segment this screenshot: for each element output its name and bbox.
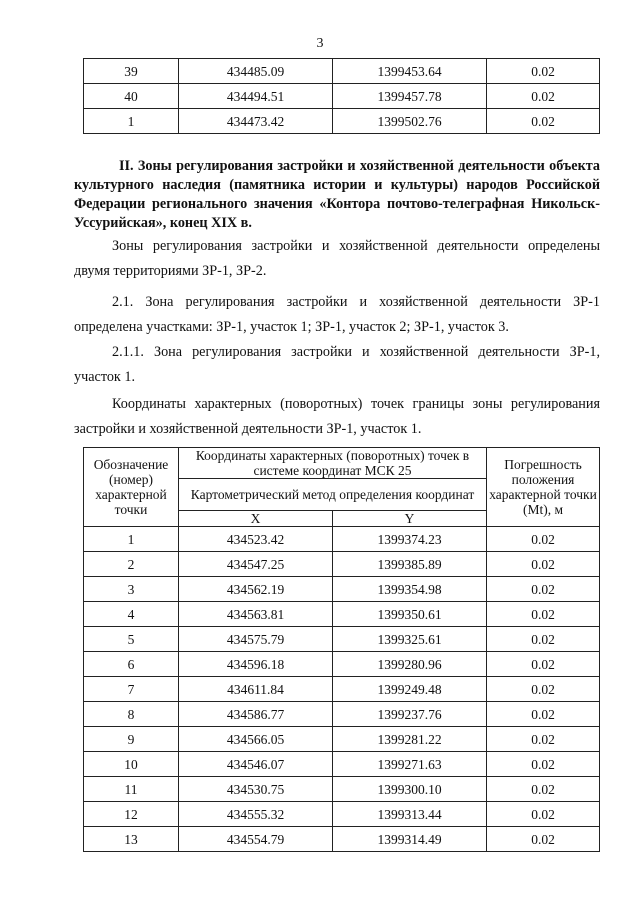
table-row xyxy=(84,652,600,677)
coord-y: 1399354.98 xyxy=(333,577,487,602)
coord-y: 1399237.76 xyxy=(333,702,487,727)
point-error: 0.02 xyxy=(487,602,600,627)
coord-x: 434547.25 xyxy=(179,552,333,577)
coord-y: 1399313.44 xyxy=(333,802,487,827)
coord-y: 1399457.78 xyxy=(333,84,487,109)
point-error: 0.02 xyxy=(487,827,600,852)
point-number: 1 xyxy=(84,527,179,552)
point-number: 9 xyxy=(84,727,179,752)
point-error: 0.02 xyxy=(487,752,600,777)
point-number: 11 xyxy=(84,777,179,802)
point-error: 0.02 xyxy=(487,109,600,134)
coordinates-table-body xyxy=(84,527,600,852)
paragraph-coordinates-caption: Координаты характерных (поворотных) точек границы зоны регулирования застройки и хозяйственной деятельности ЗР-1, участок 1. xyxy=(74,396,600,437)
coord-x: 434554.79 xyxy=(179,827,333,852)
header-method: Картометрический метод определения координат xyxy=(179,479,487,511)
table-row xyxy=(84,752,600,777)
coord-x: 434485.09 xyxy=(179,59,333,84)
coord-x: 434586.77 xyxy=(179,702,333,727)
point-error: 0.02 xyxy=(487,84,600,109)
coord-y: 1399325.61 xyxy=(333,627,487,652)
coord-y: 1399314.49 xyxy=(333,827,487,852)
table-row xyxy=(84,527,600,552)
paragraph-zone-zr1-plot1: 2.1.1. Зона регулирования застройки и хозяйственной деятельности ЗР-1, участок 1. xyxy=(74,344,600,385)
coord-x: 434473.42 xyxy=(179,109,333,134)
point-number: 1 xyxy=(84,109,179,134)
coordinates-table xyxy=(83,447,600,852)
coord-x: 434555.32 xyxy=(179,802,333,827)
point-error: 0.02 xyxy=(487,777,600,802)
table-row xyxy=(84,777,600,802)
coord-y: 1399271.63 xyxy=(333,752,487,777)
point-number: 40 xyxy=(84,84,179,109)
point-number: 39 xyxy=(84,59,179,84)
point-error: 0.02 xyxy=(487,677,600,702)
point-error: 0.02 xyxy=(487,802,600,827)
coord-x: 434494.51 xyxy=(179,84,333,109)
point-number: 7 xyxy=(84,677,179,702)
table-row xyxy=(84,84,600,109)
table-row xyxy=(84,602,600,627)
table-row xyxy=(84,577,600,602)
coord-y: 1399281.22 xyxy=(333,727,487,752)
header-x: X xyxy=(179,511,333,527)
coord-y: 1399453.64 xyxy=(333,59,487,84)
coord-y: 1399300.10 xyxy=(333,777,487,802)
coord-y: 1399502.76 xyxy=(333,109,487,134)
point-number: 8 xyxy=(84,702,179,727)
header-coords: Координаты характерных (поворотных) точек в системе координат МСК 25 xyxy=(179,448,487,479)
point-number: 13 xyxy=(84,827,179,852)
table-row xyxy=(84,727,600,752)
coord-x: 434566.05 xyxy=(179,727,333,752)
coord-x: 434546.07 xyxy=(179,752,333,777)
coord-y: 1399350.61 xyxy=(333,602,487,627)
header-y: Y xyxy=(333,511,487,527)
table-row xyxy=(84,59,600,84)
table-row xyxy=(84,677,600,702)
coord-x: 434523.42 xyxy=(179,527,333,552)
table-row xyxy=(84,109,600,134)
point-error: 0.02 xyxy=(487,702,600,727)
coord-y: 1399385.89 xyxy=(333,552,487,577)
point-number: 12 xyxy=(84,802,179,827)
section-heading: II. Зоны регулирования застройки и хозяйственной деятельности объекта культурного наследия (памятника истории и культуры) народов Российской Федерации регионального значения «Контора почтово-телеграфная Никольск-Уссурийская», конец XIX в. xyxy=(74,158,600,231)
coord-x: 434562.19 xyxy=(179,577,333,602)
coordinates-table-continued xyxy=(83,58,600,134)
coord-y: 1399249.48 xyxy=(333,677,487,702)
coord-y: 1399280.96 xyxy=(333,652,487,677)
point-error: 0.02 xyxy=(487,59,600,84)
header-designation: Обозначение (номер) характерной точки xyxy=(84,448,179,527)
point-number: 3 xyxy=(84,577,179,602)
table-row xyxy=(84,802,600,827)
coord-x: 434563.81 xyxy=(179,602,333,627)
point-number: 5 xyxy=(84,627,179,652)
paragraph-zones-defined: Зоны регулирования застройки и хозяйственной деятельности определены двумя территориями ЗР-1, ЗР-2. xyxy=(74,238,600,279)
coord-x: 434611.84 xyxy=(179,677,333,702)
coord-y: 1399374.23 xyxy=(333,527,487,552)
header-error: Погрешность положения характерной точки (Mt), м xyxy=(487,448,600,527)
point-error: 0.02 xyxy=(487,652,600,677)
point-number: 2 xyxy=(84,552,179,577)
page-number: 3 xyxy=(316,36,324,51)
table-row xyxy=(84,552,600,577)
point-number: 6 xyxy=(84,652,179,677)
table-row xyxy=(84,702,600,727)
coord-x: 434530.75 xyxy=(179,777,333,802)
table-row xyxy=(84,627,600,652)
point-number: 4 xyxy=(84,602,179,627)
point-error: 0.02 xyxy=(487,627,600,652)
table-row xyxy=(84,827,600,852)
point-number: 10 xyxy=(84,752,179,777)
point-error: 0.02 xyxy=(487,527,600,552)
point-error: 0.02 xyxy=(487,552,600,577)
coord-x: 434575.79 xyxy=(179,627,333,652)
point-error: 0.02 xyxy=(487,727,600,752)
paragraph-zone-zr1: 2.1. Зона регулирования застройки и хозяйственной деятельности ЗР-1 определена участками: ЗР-1, участок 1; ЗР-1, участок 2; ЗР-1, участок 3. xyxy=(74,294,600,335)
point-error: 0.02 xyxy=(487,577,600,602)
coord-x: 434596.18 xyxy=(179,652,333,677)
